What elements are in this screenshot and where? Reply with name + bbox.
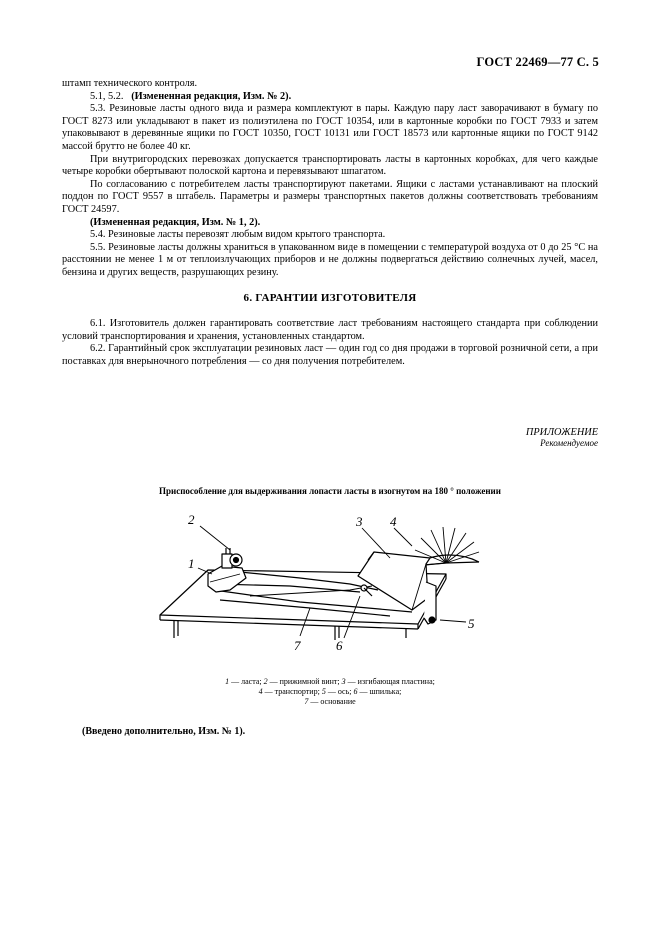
page-header: ГОСТ 22469—77 С. 5 [476,55,599,69]
label-1: 1 [188,556,195,571]
section-6-text [62,318,598,368]
section-title: 6. ГАРАНТИИ ИЗГОТОВИТЕЛЯ [243,292,417,304]
section-5-text [62,78,598,280]
label-7: 7 [294,638,301,653]
label-3: 3 [356,514,363,529]
paragraph: 6.2. Гарантийный срок эксплуатации резиновых ласт — один год со дня продажи в торговой розничной сети, а при поставках для внерыночного потребления — со дня получения потребителем. [62,343,598,367]
paragraph: штамп технического контроля. [62,78,198,89]
paragraph: При внутригородских перевозках допускается транспортировать ласты в картонных коробках, для чего каждые четыре коробки обертывают полоской картона и перевязывают шпагатом. [62,153,598,178]
paragraph: 6.1. Изготовитель должен гарантировать соответствие ласт требованиям настоящего стандарта при соблюдении условий транспортирования и хранения, установленных стандартом. [62,318,598,342]
figure-legend [130,677,530,707]
legend-line: 1 — ласта; 2 — прижимной винт; 3 — изгибающая пластина; [225,677,435,686]
appendix-title: ПРИЛОЖЕНИЕ [525,427,598,438]
legend-line: 4 — транспортир; 5 — ось; 6 — шпилька; [258,687,402,696]
label-5: 5 [468,616,475,631]
appendix-heading [526,427,598,449]
introduction-note: (Введено дополнительно, Изм. № 1). [82,726,246,737]
paragraph [62,91,598,104]
legend-line: 7 — основание [304,697,356,706]
paragraph: 5.4. Резиновые ласты перевозят любым видом крытого транспорта. [90,229,386,241]
appendix-subtitle: Рекомендуемое [540,438,598,448]
paragraph: По согласованию с потребителем ласты транспортируют пакетами. Ящики с ластами устанавливают на плоский поддон по ГОСТ 9557 в штабель. Параметры и размеры транспортных пакетов должны соответствовать требованиям ГОСТ 24597. [62,178,598,215]
device-drawing [150,500,530,670]
figure-title: Приспособление для выдерживания лопасти ласты в изогнутом на 180 ° положении [159,486,501,496]
revision-note: (Измененная редакция, Изм. № 1, 2). [90,216,261,228]
revision-note: (Измененная редакция, Изм. № 2). [131,90,292,102]
label-2: 2 [188,512,195,527]
paragraph: 5.3. Резиновые ласты одного вида и размера комплектуют в пары. Каждую пару ласт заворачивают в бумагу по ГОСТ 8273 или укладывают в пакет из полиэтилена по ГОСТ 10354, или в картонные коробки по ГОСТ 7933 и затем упаковывают в деревянные ящики по ГОСТ 10350, ГОСТ 10131 или ГОСТ 18573 или картонные ящики по ГОСТ 9142 массой брутто не более 40 кг. [62,103,598,152]
paragraph: 5.5. Резиновые ласты должны храниться в упакованном виде в помещении с температурой воздуха от 0 до 25 °С на расстоянии не менее 1 м от теплоизлучающих приборов и не должны подвергаться действию солнечных лучей, масел, бензина и других веществ, разрушающих резину. [62,241,598,278]
clause-number: 5.1, 5.2. [90,90,124,102]
label-6: 6 [336,638,343,653]
label-4: 4 [390,514,397,529]
